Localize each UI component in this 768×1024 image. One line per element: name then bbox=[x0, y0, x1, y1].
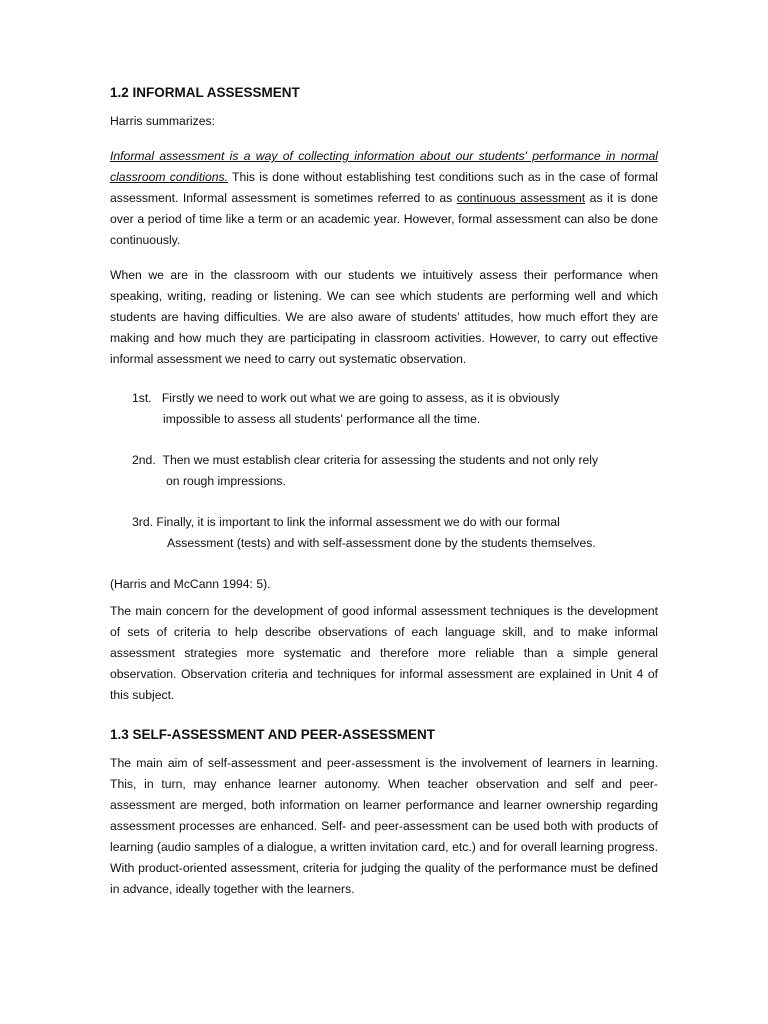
underlined-term: continuous assessment bbox=[456, 191, 586, 205]
list-item bbox=[110, 388, 658, 430]
quoted-definition: Informal assessment is a way of collecting information about our students' performance in normal classroom conditions. bbox=[110, 149, 658, 184]
section-heading-informal-assessment: 1.2 INFORMAL ASSESSMENT bbox=[110, 85, 300, 100]
list-text-continued: Assessment (tests) and with self-assessment done by the students themselves. bbox=[167, 536, 596, 550]
paragraph-text: as it is done over a period of time like a term or an academic year. However, formal assessment can also be done continuously. bbox=[110, 191, 658, 247]
list-item bbox=[110, 450, 658, 492]
paragraph-criteria-development: The main concern for the development of good informal assessment techniques is the development of sets of criteria to help describe observations of each language skill, and to make informal assessment strategies more systematic and therefore more reliable than a simple general observation. Observation criteria and techniques for informal assessment are explained in Unit 4 of this subject. bbox=[110, 604, 658, 702]
list-item bbox=[110, 512, 658, 554]
list-text: Then we must establish clear criteria for assessing the students and not only rely bbox=[162, 453, 599, 467]
list-text-continued: impossible to assess all students' performance all the time. bbox=[163, 412, 481, 426]
paragraph-text: This is done without establishing test conditions such as in the case of formal assessment. Informal assessment is sometimes referred to as bbox=[110, 170, 658, 205]
paragraph-classroom-observation: When we are in the classroom with our students we intuitively assess their performance when speaking, writing, reading or listening. We can see which students are performing well and which students are having difficulties. We are also aware of students’ attitudes, how much effort they are making and how much they are participating in classroom activities. However, to carry out effective informal assessment we need to carry out systematic observation. bbox=[110, 268, 658, 366]
list-number: 2nd. bbox=[132, 453, 156, 467]
paragraph-informal-definition bbox=[110, 146, 658, 251]
list-text: Finally, it is important to link the informal assessment we do with our formal bbox=[156, 515, 560, 529]
section-heading-self-peer-assessment: 1.3 SELF-ASSESSMENT AND PEER-ASSESSMENT bbox=[110, 727, 436, 742]
list-text: Firstly we need to work out what we are going to assess, as it is obviously bbox=[161, 391, 560, 405]
list-number: 1st. bbox=[132, 391, 152, 405]
citation: (Harris and McCann 1994: 5). bbox=[110, 577, 271, 591]
paragraph-self-peer-assessment: The main aim of self-assessment and peer-assessment is the involvement of learners in learning. This, in turn, may enhance learner autonomy. When teacher observation and self and peer-assessment are merged, both information on learner performance and learner ownership regarding assessment processes are enhanced. Self- and peer-assessment can be used both with products of learning (audio samples of a dialogue, a written invitation card, etc.) and for overall learning progress. With product-oriented assessment, criteria for judging the quality of the performance must be defined in advance, ideally together with the learners. bbox=[110, 756, 658, 896]
list-number: 3rd. bbox=[132, 515, 154, 529]
intro-line: Harris summarizes: bbox=[110, 114, 215, 128]
list-text-continued: on rough impressions. bbox=[166, 474, 286, 488]
page-content bbox=[110, 84, 658, 900]
steps-list bbox=[110, 388, 658, 554]
